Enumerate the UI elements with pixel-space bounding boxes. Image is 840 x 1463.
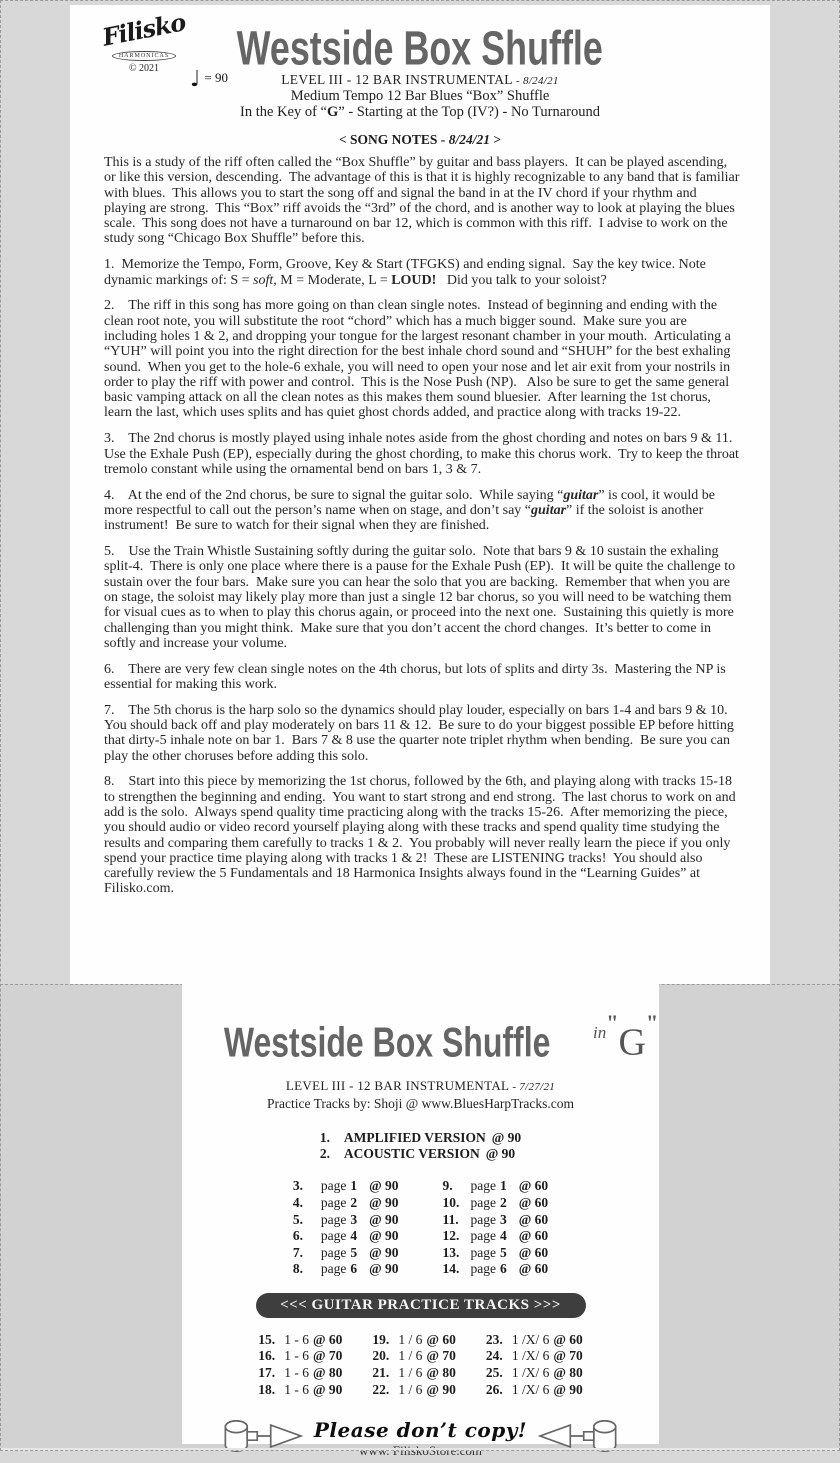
track-page-number: 5 (350, 1244, 358, 1260)
track-page-number: 1 (499, 1178, 507, 1194)
track-label: AMPLIFIED VERSION (343, 1130, 486, 1146)
track-row (293, 1195, 399, 1212)
track-page-number: 3 (350, 1211, 358, 1227)
track-page-number: 6 (350, 1261, 358, 1277)
right-arrow-icon (222, 1414, 306, 1463)
notes-head-post: > (489, 132, 502, 147)
guitar-tracks-columns (182, 1332, 659, 1398)
track-label: ACOUSTIC VERSION (343, 1146, 480, 1162)
track-number: 4. (292, 1194, 303, 1210)
subtitle2-post: ” - Starting at the Top (IV?) - No Turnaround (338, 104, 600, 120)
track-row (443, 1178, 549, 1195)
track-page-word: page (470, 1211, 496, 1227)
subtitle2-pre: In the Key of “ (240, 104, 327, 120)
track-number: 25. (485, 1365, 503, 1381)
paragraph: This is a study of the riff often called the “Box Shuffle” by guitar and bass players. It can be played ascending, or like this version, descending. The advantage of this is that it is highly recognizable to any band that is familiar with blues. This allows you to start the song off and signal the band in at the IV chord if your rhythm and playing are strong. This “Box” riff avoids the “3rd” of the chord, and is another way to look at playing the blues scale. This song does not have a turnaround on bar 12, which is common with this riff. I advise to work on the study song “Chicago Box Shuffle” before this. (104, 155, 743, 247)
track-row (443, 1212, 549, 1229)
track-tempo: @ 90 (553, 1381, 583, 1397)
paragraph: 5. Use the Train Whistle Sustaining softly during the guitar solo. Note that bars 9 & 10 sustain the exhaling split-4. There is only one place where there is a pause for the Exhale Push (EP). It will be quite the challenge to sustain over the four bars. Make sure you can hear the solo that you are backing. Remember that when you are on stage, the soloist may likely play more than just a single 12 bar chorus, so you will need to be watching them for visual cues as to when to play this chorus again, or proceed into the next one. Sustaining this quietly is more challenging than you might think. Make sure that you don’t accent the chord changes. It’s better to come in softly and increase your volume. (104, 544, 739, 651)
copyright-year: © 2021 (128, 63, 160, 74)
track-number: 18. (258, 1381, 276, 1397)
track-row (372, 1332, 455, 1349)
quarter-note-icon: ♩ (190, 67, 201, 92)
track-tempo: @ 60 (518, 1178, 549, 1194)
track-number: 8. (292, 1261, 303, 1277)
track-page-word: page (320, 1178, 347, 1194)
track-tempo: @ 80 (312, 1365, 343, 1381)
track-range: 1 /X/ 6 (511, 1331, 550, 1347)
guitar-tracks-banner: <<< GUITAR PRACTICE TRACKS >>> (256, 1293, 586, 1318)
track-number: 6. (292, 1228, 303, 1244)
song-notes-heading (70, 132, 770, 148)
track-page-word: page (470, 1261, 496, 1277)
track-tempo: @ 80 (426, 1365, 456, 1381)
filisko-signature: Filisko (100, 7, 188, 52)
track-tempo: @ 90 (485, 1146, 516, 1162)
track-tempo: @ 60 (518, 1194, 549, 1210)
footer (182, 1414, 659, 1463)
track-page-word: page (470, 1194, 496, 1210)
paragraph: 8. Start into this piece by memorizing the 1st chorus, followed by the 6th, and playing along with tracks 15-18 to strengthen the beginning and ending. You want to start strong and end strong. The last chorus to work on and add is the solo. Always spend quality time practicing along with the tracks 15-26. After memorizing the piece, you should audio or video record yourself playing along with these tracks and spend quality time studying the results and comparing them carefully to tracks 1 & 2. You probably will never really learn the piece if you only spend your practice time playing along with tracks 1 & 2! These are LISTENING tracks! You should also carefully review the 5 Fundamentals and 18 Harmonica Insights always found in the “Learning Guides” at Filisko.com. (104, 774, 740, 897)
track-number: 14. (442, 1261, 460, 1277)
page1-song-title: Westside Box Shuffle (236, 20, 604, 75)
paragraph: 3. The 2nd chorus is mostly played using inhale notes aside from the ghost chording and notes on bars 9 & 11. Use the Exhale Push (EP), especially during the ghost chording, to make this chorus work. Try to keep the throat tremolo constant while using the ornamental bend on bars 1, 3 & 7. (104, 431, 743, 477)
level-date: - 7/27/21 (512, 1081, 556, 1094)
notes-head-date: 8/24/21 (448, 132, 490, 147)
track-row (293, 1261, 399, 1278)
track-page-word: page (320, 1194, 347, 1210)
track-range: 1 / 6 (398, 1381, 423, 1397)
track-row (372, 1382, 455, 1399)
page2-song-title: Westside Box Shuffle (223, 1020, 551, 1067)
version-tracks-list (320, 1130, 521, 1162)
footer-message (314, 1418, 527, 1459)
dont-copy-text: Please don’t copy! (313, 1418, 528, 1443)
track-page-word: page (470, 1178, 496, 1194)
track-page-word: page (470, 1244, 496, 1260)
track-number: 16. (258, 1348, 276, 1364)
track-page-word: page (470, 1228, 496, 1244)
song-notes-sheet (70, 5, 770, 984)
track-row (443, 1228, 549, 1245)
track-range: 1 / 6 (398, 1365, 423, 1381)
track-number: 17. (258, 1365, 276, 1381)
track-tempo: @ 90 (312, 1381, 343, 1397)
page-tracks-right-column (443, 1178, 549, 1278)
track-page-number: 2 (350, 1194, 358, 1210)
harmonicas-badge: HARMONICAS (112, 51, 176, 61)
open-quote: " (606, 1010, 619, 1035)
tempo-marking (190, 67, 228, 92)
track-row (258, 1332, 342, 1349)
track-range: 1 - 6 (284, 1365, 309, 1381)
track-number: 26. (485, 1381, 503, 1397)
track-number: 5. (292, 1211, 303, 1227)
track-number: 12. (442, 1228, 460, 1244)
track-tempo: @ 90 (369, 1228, 399, 1244)
track-page-word: page (320, 1211, 347, 1227)
track-row (293, 1245, 399, 1262)
track-tempo: @ 80 (553, 1365, 583, 1381)
paragraph: 4. At the end of the 2nd chorus, be sure to signal the guitar solo. While saying “guitar” is cool, it would be more respectful to call out the person’s name when on stage, and don’t say “guitar” if the soloist is another instrument! Be sure to watch for their signal when they are finished. (104, 487, 719, 534)
page-tracks-left-column (293, 1178, 399, 1278)
page-tracks-columns (182, 1178, 659, 1278)
track-row (443, 1261, 549, 1278)
track-tempo: @ 90 (369, 1244, 399, 1260)
paragraph: 7. The 5th chorus is the harp solo so the dynamics should play louder, especially on bars 1-4 and bars 9 & 10. You should back off and play moderately on bars 11 & 12. Be sure to do your biggest possible EP before hitting that dirty-5 inhale note on bar 1. Bars 7 & 8 use the quarter note triplet rhythm when bending. Be sure you can play the other choruses before adding this solo. (104, 702, 738, 764)
level-date: - 8/24/21 (516, 75, 559, 87)
track-number: 22. (372, 1381, 390, 1397)
track-number: 2. (319, 1146, 330, 1162)
track-row (486, 1382, 583, 1399)
track-page-number: 2 (499, 1194, 507, 1210)
page2-title (182, 984, 659, 1067)
guitar-tracks-col2 (372, 1332, 455, 1398)
track-row (293, 1212, 399, 1229)
track-number: 19. (372, 1331, 390, 1347)
page1-subtitle1: Medium Tempo 12 Bar Blues “Box” Shuffle (290, 88, 550, 104)
track-page-number: 5 (499, 1244, 507, 1260)
track-tempo: @ 90 (369, 1178, 399, 1194)
track-tempo: @ 90 (369, 1261, 399, 1277)
track-page-word: page (320, 1261, 347, 1277)
track-tempo: @ 60 (518, 1244, 549, 1260)
subtitle2-key: G (327, 104, 339, 120)
track-row (486, 1365, 583, 1382)
track-number: 13. (442, 1244, 460, 1260)
page2-level-line (182, 1078, 659, 1094)
track-tempo: @ 60 (426, 1331, 456, 1347)
track-row (293, 1228, 399, 1245)
track-row (443, 1195, 549, 1212)
page1-subtitle2 (70, 104, 770, 120)
track-tempo: @ 90 (369, 1194, 399, 1210)
track-row (258, 1382, 342, 1399)
track-number: 10. (442, 1194, 460, 1210)
paragraph: 1. Memorize the Tempo, Form, Groove, Key & Start (TFGKS) and ending signal. Say the key twice. Note dynamic markings of: S = soft, M = Moderate, L = LOUD! Did you talk to your soloist? (104, 257, 710, 288)
track-row (486, 1332, 583, 1349)
paragraph: 6. There are very few clean single notes on the 4th chorus, but lots of splits and dirty 3s. Mastering the NP is essential for making this work. (104, 661, 730, 692)
track-row (320, 1130, 521, 1146)
track-tempo: @ 60 (518, 1228, 549, 1244)
tempo-value: = 90 (204, 70, 228, 85)
track-row (486, 1348, 583, 1365)
track-number: 23. (485, 1331, 503, 1347)
guitar-tracks-col3 (486, 1332, 583, 1398)
track-range: 1 / 6 (398, 1331, 423, 1347)
notes-head-pre: < SONG NOTES - (338, 132, 449, 147)
track-tempo: @ 90 (491, 1130, 522, 1146)
track-page-number: 6 (499, 1261, 507, 1277)
track-number: 9. (442, 1178, 453, 1194)
left-arrow-icon (535, 1414, 619, 1463)
store-url (314, 1443, 527, 1459)
track-row (443, 1245, 549, 1262)
track-tempo: @ 70 (426, 1348, 456, 1364)
guitar-tracks-col1 (258, 1332, 342, 1398)
level-label: LEVEL III - 12 BAR INSTRUMENTAL (285, 1078, 509, 1094)
track-row (258, 1365, 342, 1382)
track-row (258, 1348, 342, 1365)
close-quote: " (645, 1010, 659, 1035)
track-page-word: page (320, 1228, 347, 1244)
track-number: 24. (485, 1348, 503, 1364)
paragraph: 2. The riff in this song has more going on than clean single notes. Instead of beginning and ending with the clean root note, you will substitute the root “chord” which has a much bigger sound. Make sure you are including holes 1 & 2, and dropping your tongue for the largest resonant chamber in your mouth. Articulating a “YUH” will point you into the right direction for the best inhale chord sound and “SHUH” for the best exhaling sound. When you get to the hole-6 exhale, you will need to open your nose and let air exit from your nostrils in order to play the riff with power and control. This is the Nose Push (NP). Also be sure to get the same general basic vamping attack on all the clean notes as this makes them sound bluesier. After learning the 1st chorus, learn the last, which uses splits and has quiet ghost chords added, and practice along with tracks 19-22. (104, 298, 735, 421)
page1-header (70, 5, 770, 153)
track-number: 1. (319, 1130, 330, 1146)
track-range: 1 /X/ 6 (511, 1365, 550, 1381)
filisko-logo (84, 7, 204, 74)
track-row (320, 1146, 521, 1162)
track-number: 20. (372, 1348, 390, 1364)
track-page-number: 3 (499, 1211, 507, 1227)
track-range: 1 / 6 (398, 1348, 423, 1364)
track-page-word: page (320, 1244, 347, 1260)
track-tempo: @ 90 (369, 1211, 399, 1227)
level-label: LEVEL III - 12 BAR INSTRUMENTAL (281, 72, 513, 87)
practice-tracks-sheet (182, 984, 659, 1444)
track-number: 3. (292, 1178, 303, 1194)
track-number: 11. (442, 1211, 459, 1227)
track-row (372, 1365, 455, 1382)
track-number: 7. (292, 1244, 303, 1260)
track-tempo: @ 60 (553, 1331, 583, 1347)
track-range: 1 /X/ 6 (511, 1381, 550, 1397)
track-number: 15. (258, 1331, 276, 1347)
track-tempo: @ 60 (518, 1261, 549, 1277)
track-tempo: @ 60 (518, 1211, 549, 1227)
track-tempo: @ 90 (426, 1381, 456, 1397)
track-row (293, 1178, 399, 1195)
track-page-number: 4 (350, 1228, 358, 1244)
track-range: 1 - 6 (284, 1381, 309, 1397)
track-page-number: 4 (499, 1228, 507, 1244)
track-range: 1 - 6 (284, 1348, 309, 1364)
page2-title-in: in (593, 1023, 607, 1042)
track-range: 1 - 6 (284, 1331, 309, 1347)
song-notes-body (70, 153, 770, 897)
track-tempo: @ 70 (312, 1348, 343, 1364)
page2-title-key: G (618, 1021, 646, 1064)
practice-tracks-credit: Practice Tracks by: Shoji @ www.BluesHarpTracks.com (267, 1096, 574, 1112)
track-range: 1 /X/ 6 (511, 1348, 550, 1364)
track-tempo: @ 60 (312, 1331, 343, 1347)
track-page-number: 1 (350, 1178, 358, 1194)
track-row (372, 1348, 455, 1365)
track-number: 21. (372, 1365, 390, 1381)
track-tempo: @ 70 (553, 1348, 583, 1364)
